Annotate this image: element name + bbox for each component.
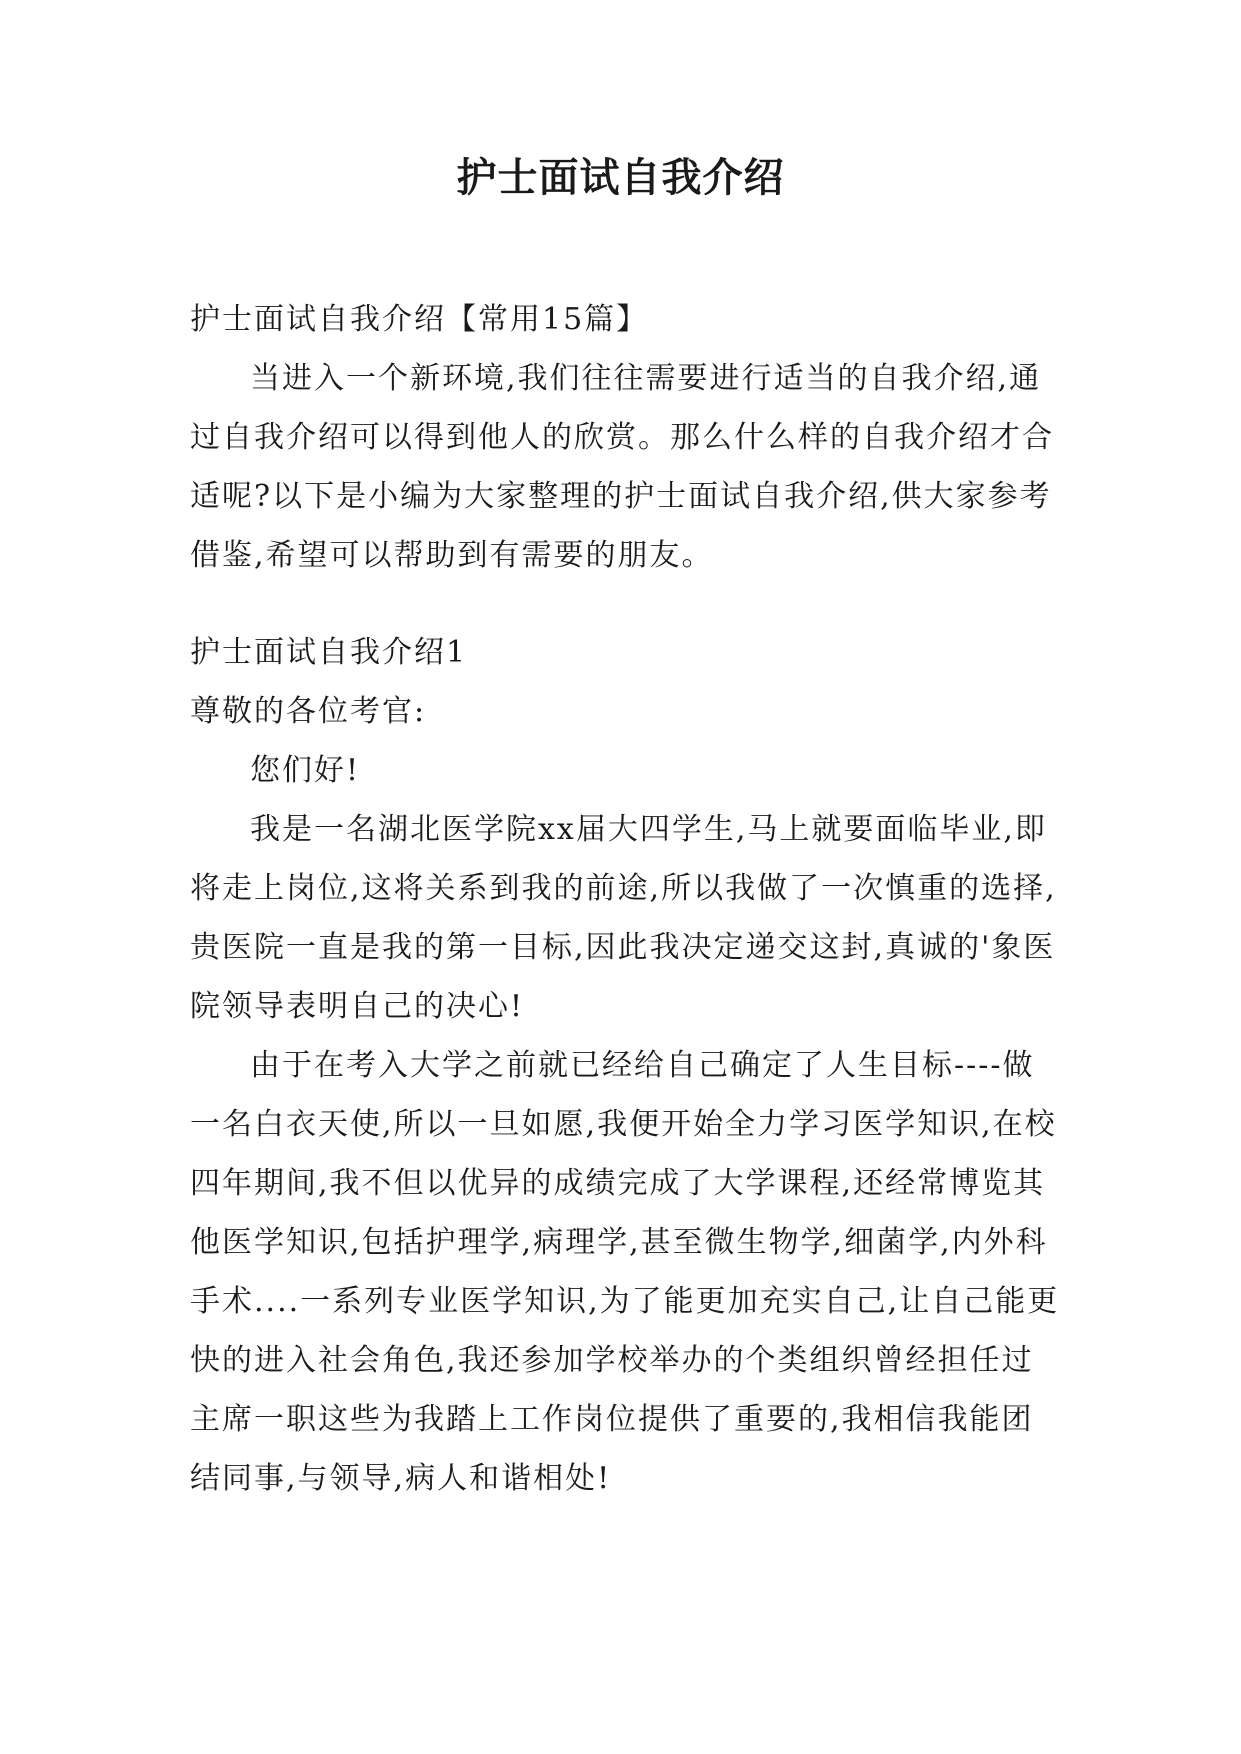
- body-paragraph-2: 由于在考入大学之前就已经给自己确定了人生目标----做一名白衣天使,所以一旦如愿,我便开始全力学习医学知识,在校四年期间,我不但以优异的成绩完成了大学课程,还经常博览其他医学知识,包括护理学,病理学,甚至微生物学,细菌学,内外科手术....一系列专业医学知识,为了能更加充实自己,让自己能更快的进入社会角色,我还参加学校举办的个类组织曾经担任过主席一职这些为我踏上工作岗位提供了重要的,我相信我能团结同事,与领导,病人和谐相处!: [190, 1048, 1060, 1496]
- section-spacer: [190, 585, 1060, 623]
- intro-paragraph: 当进入一个新环境,我们往往需要进行适当的自我介绍,通过自我介绍可以得到他人的欣赏。那么什么样的自我介绍才合适呢?以下是小编为大家整理的护士面试自我介绍,供大家参考借鉴,希望可以帮助到有需要的朋友。: [190, 361, 1054, 573]
- salutation: 尊敬的各位考官:: [190, 694, 427, 729]
- document-body: [190, 290, 1060, 1508]
- body-paragraph-1: 我是一名湖北医学院xx届大四学生,马上就要面临毕业,即将走上岗位,这将关系到我的前途,所以我做了一次慎重的选择,贵医院一直是我的第一目标,因此我决定递交这封,真诚的'象医院领导表明自己的决心!: [190, 812, 1057, 1024]
- document-title: 护士面试自我介绍: [456, 155, 785, 201]
- document-subtitle: 护士面试自我介绍【常用15篇】: [190, 302, 649, 337]
- section-heading: 护士面试自我介绍1: [190, 635, 468, 670]
- greeting: 您们好!: [250, 753, 361, 788]
